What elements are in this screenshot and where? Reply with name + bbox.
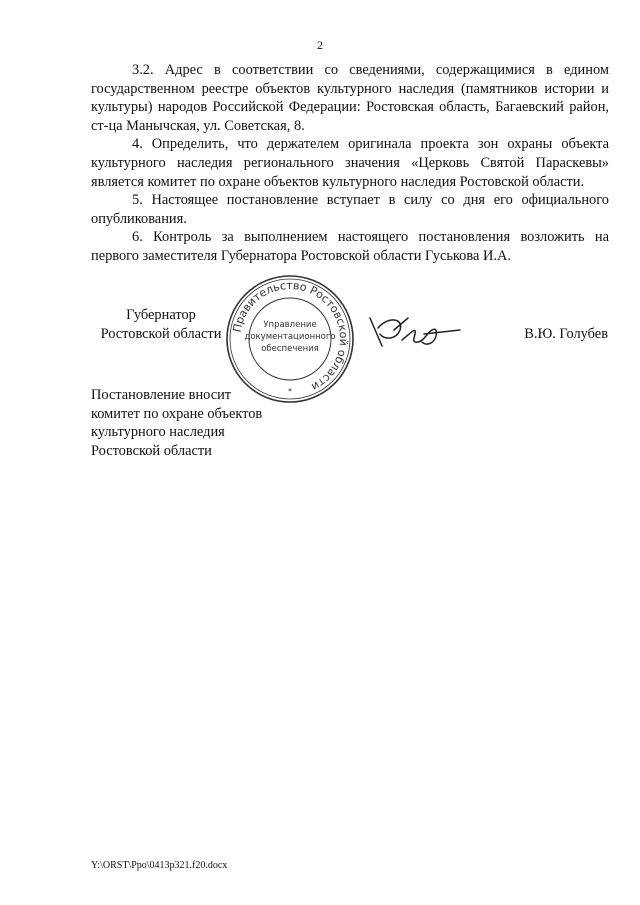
- signatory-title-line1: Губернатор: [126, 307, 196, 323]
- submitter-line1: Постановление вносит: [91, 387, 232, 403]
- file-path-footer: Y:\ORST\Ppo\0413p321.f20.docx: [91, 860, 228, 871]
- seal-center-line1: Управление: [263, 320, 317, 330]
- handwritten-signature: [364, 310, 464, 354]
- submitter-block: [91, 386, 391, 460]
- seal-ring-text: Правительство Ростовской области: [230, 278, 351, 394]
- signatory-name: В.Ю. Голубев: [524, 326, 608, 342]
- submitter-line3: культурного наследия: [91, 424, 225, 441]
- paragraph-6: 6. Контроль за выполнением настоящего постановления возложить на первого заместителя Губернатора Ростовской области Гуськова И.А.: [91, 229, 609, 264]
- signatory-title: [91, 306, 231, 343]
- seal-center-line3: обеспечения: [261, 344, 319, 354]
- signatory-title-line2: Ростовской области: [100, 325, 222, 342]
- seal-star-icon: *: [288, 387, 292, 396]
- submitter-line4: Ростовской области: [91, 442, 212, 459]
- document-body: [91, 61, 609, 266]
- paragraph-5: 5. Настоящее постановление вступает в силу со дня его официального опубликования.: [91, 192, 609, 227]
- submitter-line2: комитет по охране объектов: [91, 405, 263, 422]
- paragraph-4: 4. Определить, что держателем оригинала проекта зон охраны объекта культурного наследия регионального значения «Церковь Святой Параскевы» является комитет по охране объектов культурного наследия Ростовской области.: [91, 136, 609, 190]
- seal-center-line2: документационного: [244, 332, 336, 342]
- paragraph-3-2: 3.2. Адрес в соответствии со сведениями, содержащимися в едином государственном реестре объектов культурного наследия (памятников истории и культуры) народов Российской Федерации: Ростовская область, Багаевский район, ст-ца Манычская, ул. Советская, 8.: [91, 62, 609, 134]
- page-number: 2: [317, 38, 323, 52]
